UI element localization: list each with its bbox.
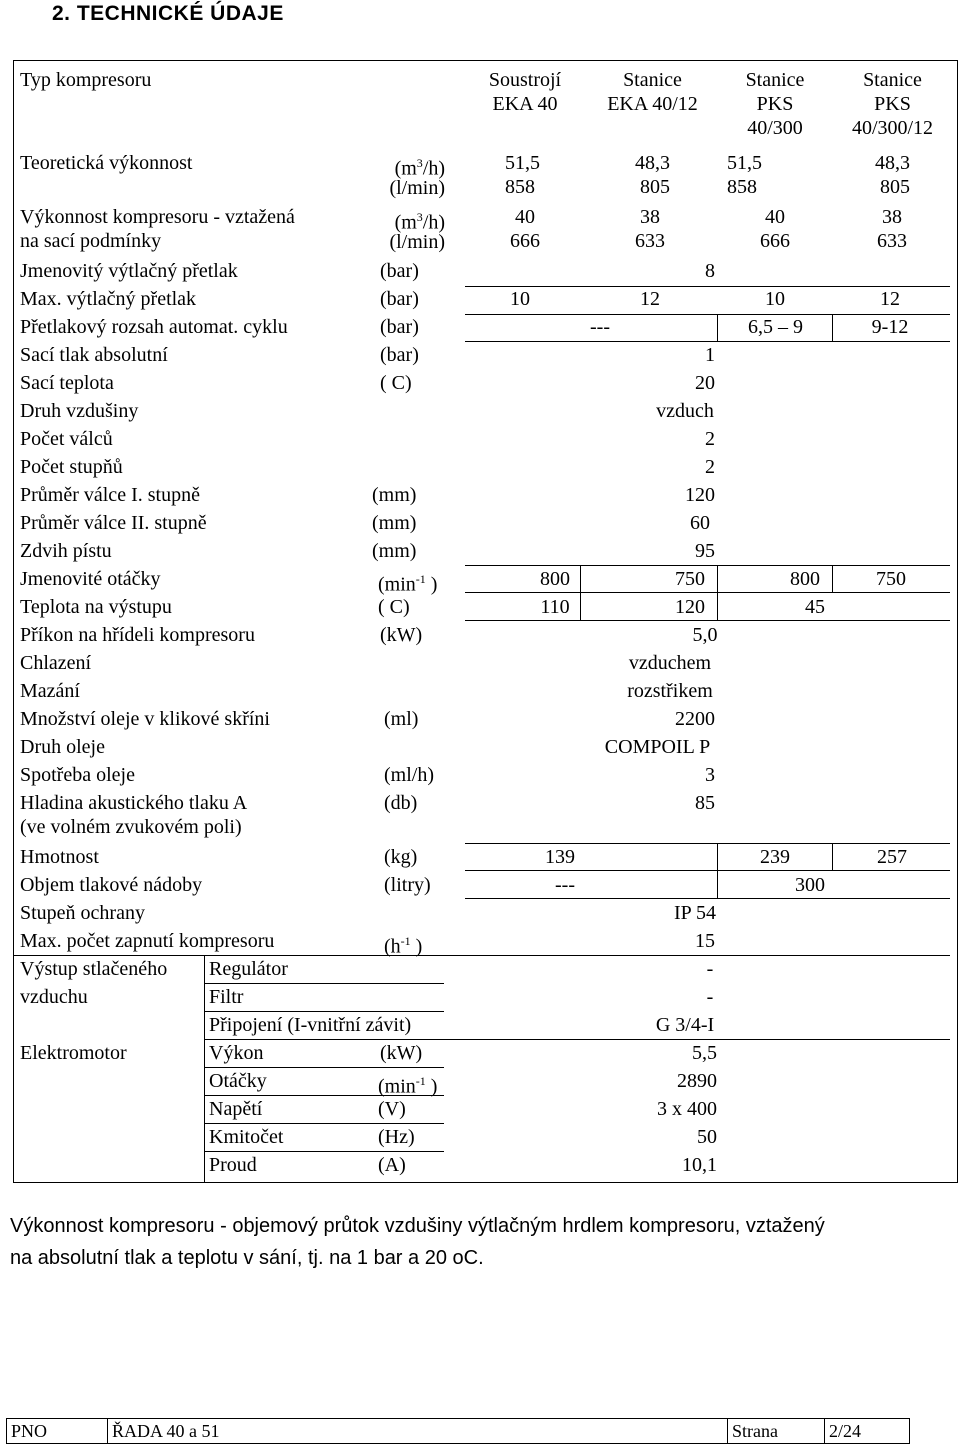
- row-label-suction-temperature: Sací teplota: [20, 372, 114, 394]
- row-label-sound-pressure: Hladina akustického tlaku A (ve volném zvukovém poli): [20, 792, 248, 838]
- row-label-tank-volume: Objem tlakové nádoby: [20, 874, 203, 896]
- row-label-cylinder-count: Počet válců: [20, 428, 113, 450]
- rule: [580, 593, 581, 621]
- unit-ml-h: (ml/h): [384, 764, 434, 786]
- rule: [13, 955, 950, 956]
- cell-value: 51,5 858: [505, 152, 540, 198]
- rule: [204, 1123, 444, 1124]
- unit-celsius: ( C): [380, 372, 412, 394]
- unit-kw: (kW): [380, 624, 423, 646]
- footer-page-label: Strana: [727, 1419, 824, 1443]
- cell-value: 5,0: [692, 624, 718, 646]
- cell-value: 750: [675, 568, 705, 590]
- rule: [204, 955, 205, 1182]
- footnote-line-1: Výkonnost kompresoru - objemový průtok vzdušiny výtlačným hrdlem kompresoru, vztažený: [10, 1215, 825, 1237]
- unit-litres: (litry): [384, 874, 431, 896]
- row-label-theoretical-output: Teoretická výkonnost: [20, 152, 193, 174]
- cell-value: 95: [695, 540, 715, 562]
- unit-bar: (bar): [380, 344, 419, 366]
- unit-mm: (mm): [372, 484, 417, 506]
- cell-value: 5,5: [692, 1042, 717, 1064]
- unit-a: (A): [378, 1154, 406, 1176]
- cell-value: 300: [795, 874, 825, 896]
- cell-value: 120: [675, 596, 705, 618]
- sub-label-voltage: Napětí: [209, 1098, 263, 1120]
- sub-label-filter: Filtr: [209, 986, 244, 1008]
- rule: [717, 593, 718, 621]
- unit-celsius: ( C): [378, 596, 410, 618]
- cell-value: 9-12: [871, 316, 909, 338]
- cell-value: 2890: [677, 1070, 717, 1092]
- cell-value: 38 633: [635, 206, 665, 252]
- row-label-stroke: Zdvih pístu: [20, 540, 112, 562]
- sub-label-speed: Otáčky: [209, 1070, 267, 1092]
- unit-m3h: $(m^3/h)$: [394, 156, 445, 180]
- cell-value: 12: [640, 288, 660, 310]
- cell-value: 45: [805, 596, 825, 618]
- header-label: Typ kompresoru: [20, 69, 152, 91]
- sub-label-current: Proud: [209, 1154, 257, 1176]
- cell-value: 48,3 805: [875, 152, 910, 198]
- unit-kw: (kW): [380, 1042, 423, 1064]
- row-label-nominal-rpm: Jmenovité otáčky: [20, 568, 161, 590]
- unit-mm: (mm): [372, 540, 417, 562]
- rule: [717, 871, 718, 899]
- footer-series: ŘADA 40 a 51: [107, 1419, 727, 1443]
- unit-bar: (bar): [380, 288, 419, 310]
- sub-label-power: Výkon: [209, 1042, 264, 1064]
- row-label-cooling: Chlazení: [20, 652, 92, 674]
- row-label-suction-pressure: Sací tlak absolutní: [20, 344, 168, 366]
- col-header-pks40-300-12: Stanice PKS 40/300/12: [851, 69, 934, 139]
- unit-kg: (kg): [384, 846, 418, 868]
- unit-lmin: (l/min): [389, 231, 445, 253]
- cell-value: ---: [590, 316, 610, 338]
- row-label-electric-motor: Elektromotor: [20, 1042, 127, 1064]
- rule: [204, 1067, 444, 1068]
- cell-value: -: [706, 986, 714, 1008]
- cell-value: 85: [695, 792, 715, 814]
- cell-value: 10,1: [682, 1154, 717, 1176]
- sub-label-frequency: Kmitočet: [209, 1126, 284, 1148]
- cell-value: 2: [705, 428, 715, 450]
- row-label-output-suction: Výkonnost kompresoru - vztažená na sací podmínky: [20, 206, 295, 252]
- cell-value: 239: [760, 846, 790, 868]
- row-label-shaft-power: Příkon na hřídeli kompresoru: [20, 624, 255, 646]
- cell-value: 3 x 400: [657, 1098, 717, 1120]
- sub-label-connection: Připojení (I-vnitřní závit): [209, 1014, 412, 1036]
- row-label-oil-amount: Množství oleje v klikové skříni: [20, 708, 270, 730]
- cell-value: 2: [705, 456, 715, 478]
- cell-value: -: [706, 958, 714, 980]
- row-label-air-outlet: Výstup stlačeného vzduchu: [20, 958, 168, 1008]
- cell-value: vzduchem: [628, 652, 712, 674]
- cell-value: 15: [695, 930, 715, 952]
- row-label-max-pressure: Max. výtlačný přetlak: [20, 288, 197, 310]
- page-footer: [6, 1418, 910, 1444]
- rule: [204, 983, 444, 984]
- cell-value: 257: [877, 846, 907, 868]
- unit-bar: (bar): [380, 260, 419, 282]
- row-label-bore-1: Průměr válce I. stupně: [20, 484, 200, 506]
- cell-value: G 3/4-I: [655, 1014, 715, 1036]
- cell-value: 48,3 805: [635, 152, 670, 198]
- cell-value: 10: [510, 288, 530, 310]
- cell-value: 110: [540, 596, 570, 618]
- unit-hz: (Hz): [378, 1126, 415, 1148]
- row-label-bore-2: Průměr válce II. stupně: [20, 512, 207, 534]
- row-label-weight: Hmotnost: [20, 846, 99, 868]
- cell-value: 139: [545, 846, 575, 868]
- rule: [204, 1039, 950, 1040]
- unit-min-1: ($\min^{-1}$ ): [378, 1074, 438, 1098]
- cell-value: 38 633: [877, 206, 907, 252]
- row-label-max-starts: Max. počet zapnutí kompresoru: [20, 930, 275, 952]
- row-label-outlet-temperature: Teplota na výstupu: [20, 596, 172, 618]
- cell-value: 800: [540, 568, 570, 590]
- rule: [717, 565, 718, 593]
- cell-value: 3: [705, 764, 715, 786]
- cell-value: COMPOIL P: [604, 736, 711, 758]
- row-label-nominal-pressure: Jmenovitý výtlačný přetlak: [20, 260, 238, 282]
- cell-value: 1: [705, 344, 715, 366]
- row-label-oil-consumption: Spotřeba oleje: [20, 764, 135, 786]
- footnote-line-2: na absolutní tlak a teplotu v sání, tj. na 1 bar a 20 oC.: [10, 1247, 484, 1269]
- unit-ml: (ml): [384, 708, 419, 730]
- unit-m3h: $(m^3/h)$: [394, 210, 445, 234]
- row-label-stage-count: Počet stupňů: [20, 456, 123, 478]
- footer-page-number: 2/24: [824, 1419, 910, 1443]
- cell-value: 50: [697, 1126, 717, 1148]
- row-label-protection: Stupeň ochrany: [20, 902, 145, 924]
- cell-value: 20: [695, 372, 715, 394]
- cell-value: 10: [765, 288, 785, 310]
- cell-value: 6,5 – 9: [748, 316, 803, 338]
- cell-value: IP 54: [673, 902, 717, 924]
- sub-label-regulator: Regulátor: [209, 958, 288, 980]
- unit-min-1: ($\min^{-1}$ ): [378, 572, 438, 596]
- rule: [717, 843, 718, 871]
- cell-value: 8: [705, 260, 715, 282]
- unit-h-1: ($h^{-1}$ ): [384, 934, 423, 958]
- cell-value: 60: [690, 512, 710, 534]
- row-label-pressure-range: Přetlakový rozsah automat. cyklu: [20, 316, 288, 338]
- unit-db: (db): [384, 792, 418, 814]
- rule: [580, 565, 581, 593]
- col-header-eka40-12: Stanice EKA 40/12: [607, 69, 698, 115]
- unit-v: (V): [378, 1098, 406, 1120]
- col-header-pks40-300: Stanice PKS 40/300: [745, 69, 805, 139]
- cell-value: 40 666: [510, 206, 540, 252]
- row-label-gas-type: Druh vzdušiny: [20, 400, 139, 422]
- cell-value: 12: [880, 288, 900, 310]
- row-label-lubrication: Mazání: [20, 680, 80, 702]
- rule: [832, 565, 833, 593]
- unit-lmin: (l/min): [389, 177, 445, 199]
- rule: [832, 843, 833, 871]
- cell-value: 750: [876, 568, 906, 590]
- rule: [204, 1011, 444, 1012]
- cell-value: 120: [685, 484, 715, 506]
- cell-value: 2200: [675, 708, 715, 730]
- unit-mm: (mm): [372, 512, 417, 534]
- cell-value: ---: [555, 874, 575, 896]
- section-heading: 2. TECHNICKÉ ÚDAJE: [52, 2, 284, 25]
- cell-value: rozstřikem: [627, 680, 713, 702]
- cell-value: 51,5 858: [727, 152, 762, 198]
- footer-pno: PNO: [11, 1421, 48, 1441]
- rule: [204, 1151, 444, 1152]
- cell-value: 40 666: [760, 206, 790, 252]
- cell-value: vzduch: [656, 400, 714, 422]
- cell-value: 800: [790, 568, 820, 590]
- col-header-eka40: Soustrojí EKA 40: [488, 69, 562, 115]
- unit-bar: (bar): [380, 316, 419, 338]
- row-label-oil-type: Druh oleje: [20, 736, 105, 758]
